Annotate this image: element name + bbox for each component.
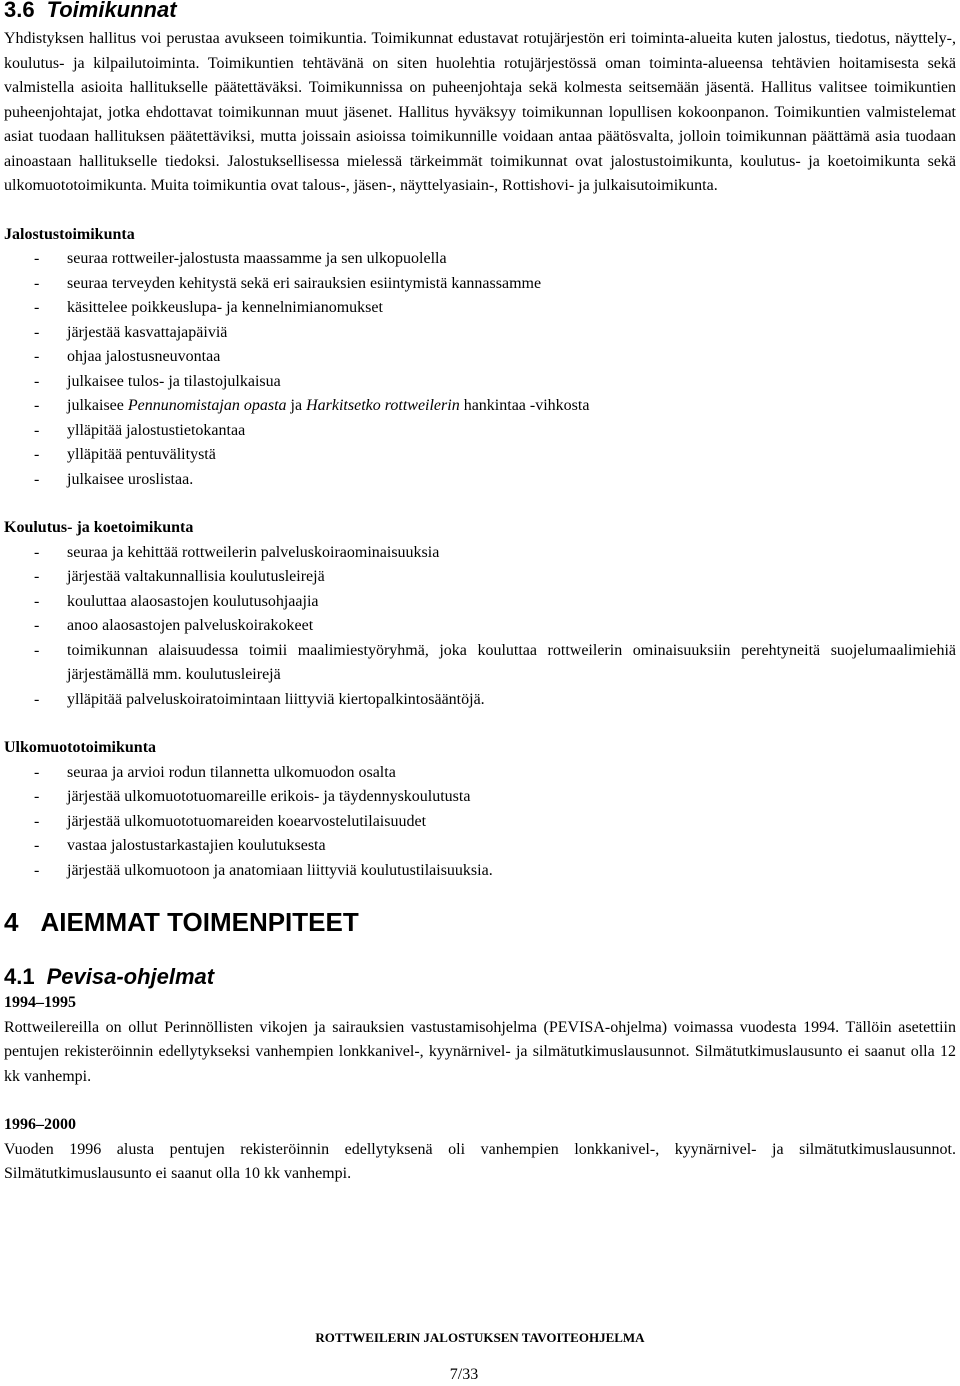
chapter-title: AIEMMAT TOIMENPITEET [40, 907, 359, 937]
toimikunnat-paragraph: Yhdistyksen hallitus voi perustaa avukseen toimikuntia. Toimikunnat edustavat rotujärjestön eri toiminta-alueita kuten jalostus, tiedotus, näyttely-, koulutus- ja kilpailutoiminta. Toimikuntien tehtävänä on siten huolehtia rotujärjestössä oman toiminta-alueensa tehtävien hoitamisesta sekä valmistella asioita hallitukselle päätettäväksi. Toimikunnissa on puheenjohtaja sekä kolmesta seitsemään jäsentä. Hallitus valitsee toimikuntien puheenjohtajat, jotka ehdottavat toimikunnan muut jäsenet. Hallitus hyväksyy toimikunnan lopullisen kokoonpanon. Toimikuntien valmistelemat asiat tuodaan hallituksen päätettäviksi, mutta joissain asioissa toimikunnille voidaan antaa päätösvalta, jolloin toimikunnan päättämä asia tuodaan ainoastaan hallitukselle tiedoksi. Jalostuksellisessa mielessä tärkeimmät toimikunnat ovat jalostustoimikunta, koulutus- ja koetoimikunta sekä ulkomuototoimikunta. Muita toimikuntia ovat talous-, jäsen-, näyttelyasiain-, Rottishovi- ja julkaisutoimikunta. [4, 30, 956, 194]
list-item: - kouluttaa alaosastojen koulutusohjaajia [34, 592, 319, 610]
koulutus-heading: Koulutus- ja koetoimikunta [4, 519, 194, 536]
section-heading-4-1 [4, 965, 956, 989]
publication-title: Pennunomistajan opasta [127, 397, 287, 414]
list-item: - julkaisee Pennunomistajan opasta ja Harkitsetko rottweilerin hankintaa -vihkosta [34, 397, 590, 414]
list-item: - toimikunnan alaisuudessa toimii maalimiestyöryhmä, joka kouluttaa rottweilerin ominaisuuksiin perehtyneitä suojelumaalimiehiä järjestämällä mm. koulutusleirejä [34, 641, 956, 683]
list-item: - käsittelee poikkeuslupa- ja kennelnimianomukset [34, 299, 383, 316]
list-item: - anoo alaosastojen palveluskoirakokeet [34, 617, 314, 634]
ulkomuoto-section [4, 736, 956, 883]
list-item: - seuraa ja arvioi rodun tilannetta ulkomuodon osalta [34, 763, 396, 781]
footer-title: ROTTWEILERIN JALOSTUKSEN TAVOITEOHJELMA [315, 1330, 645, 1345]
list-item: - järjestää valtakunnallisia koulutusleirejä [34, 568, 325, 585]
period-text: Vuoden 1996 alusta pentujen rekisteröinnin edellytyksenä oli vanhempien lonkkanivel-, kyynärnivel- ja silmätutkimuslausunnot. Silmätutkimuslausunto ei saanut olla 10 kk vanhempi. [4, 1140, 956, 1182]
jalostus-heading: Jalostustoimikunta [4, 225, 135, 243]
list-item: - seuraa rottweiler-jalostusta maassamme ja sen ulkopuolella [34, 250, 447, 267]
page-number: 7/33 [449, 1366, 479, 1383]
list-item: - järjestää ulkomuototuomareiden koearvostelutilaisuudet [34, 812, 427, 830]
pevisa-period [4, 1113, 956, 1187]
publication-title: Harkitsetko rottweilerin [306, 397, 460, 414]
list-item: - järjestää ulkomuotoon ja anatomiaan liittyviä koulutustilaisuuksia. [34, 861, 493, 879]
list-item: - julkaisee tulos- ja tilastojulkaisua [34, 372, 281, 390]
section-number: 3.6 [4, 0, 35, 22]
chapter-number: 4 [4, 907, 19, 937]
ulkomuoto-heading: Ulkomuototoimikunta [4, 739, 157, 756]
pevisa-period [4, 991, 956, 1089]
koulutus-section [4, 516, 956, 712]
list-item: - järjestää kasvattajapäiviä [34, 323, 228, 341]
section-number: 4.1 [4, 964, 35, 989]
section-title: Pevisa-ohjelmat [46, 964, 215, 989]
period-text: Rottweilereilla on ollut Perinnöllisten vikojen ja sairauksien vastustamisohjelma (PEVISA-ohjelma) voimassa vuodesta 1994. Tällöin asetettiin pentujen rekisteröinnin edellytykseksi vanhempien lonkkanivel-, kyynärnivel- ja silmätutkimuslausunnot. Silmätutkimuslausunto ei saanut olla 12 kk vanhempi. [4, 1018, 956, 1085]
list-item: - julkaisee uroslistaa. [34, 470, 194, 488]
list-item: - seuraa ja kehittää rottweilerin palveluskoiraominaisuuksia [34, 543, 440, 561]
period-years: 1994–1995 [4, 994, 76, 1011]
jalostus-list [4, 247, 956, 492]
list-item: - ylläpitää palveluskoiratoimintaan liittyviä kiertopalkintosääntöjä. [34, 690, 485, 708]
list-item: - ylläpitää jalostustietokantaa [34, 421, 246, 439]
section-heading-3-6 [4, 0, 956, 22]
list-item: - seuraa terveyden kehitystä sekä eri sairauksien esiintymistä kannassamme [34, 274, 542, 292]
section-title: Toimikunnat [46, 0, 177, 22]
koulutus-list [4, 541, 956, 713]
list-item: - ylläpitää pentuvälitystä [34, 446, 216, 463]
list-item: - ohjaa jalostusneuvontaa [34, 348, 221, 365]
document-page [4, 0, 956, 1187]
period-years: 1996–2000 [4, 1116, 76, 1133]
list-item: - vastaa jalostustarkastajien koulutuksesta [34, 837, 326, 854]
jalostus-section [4, 223, 956, 493]
chapter-heading-4 [4, 907, 956, 937]
ulkomuoto-list [4, 761, 956, 884]
list-item: - järjestää ulkomuototuomareille erikois- ja täydennyskoulutusta [34, 788, 471, 805]
